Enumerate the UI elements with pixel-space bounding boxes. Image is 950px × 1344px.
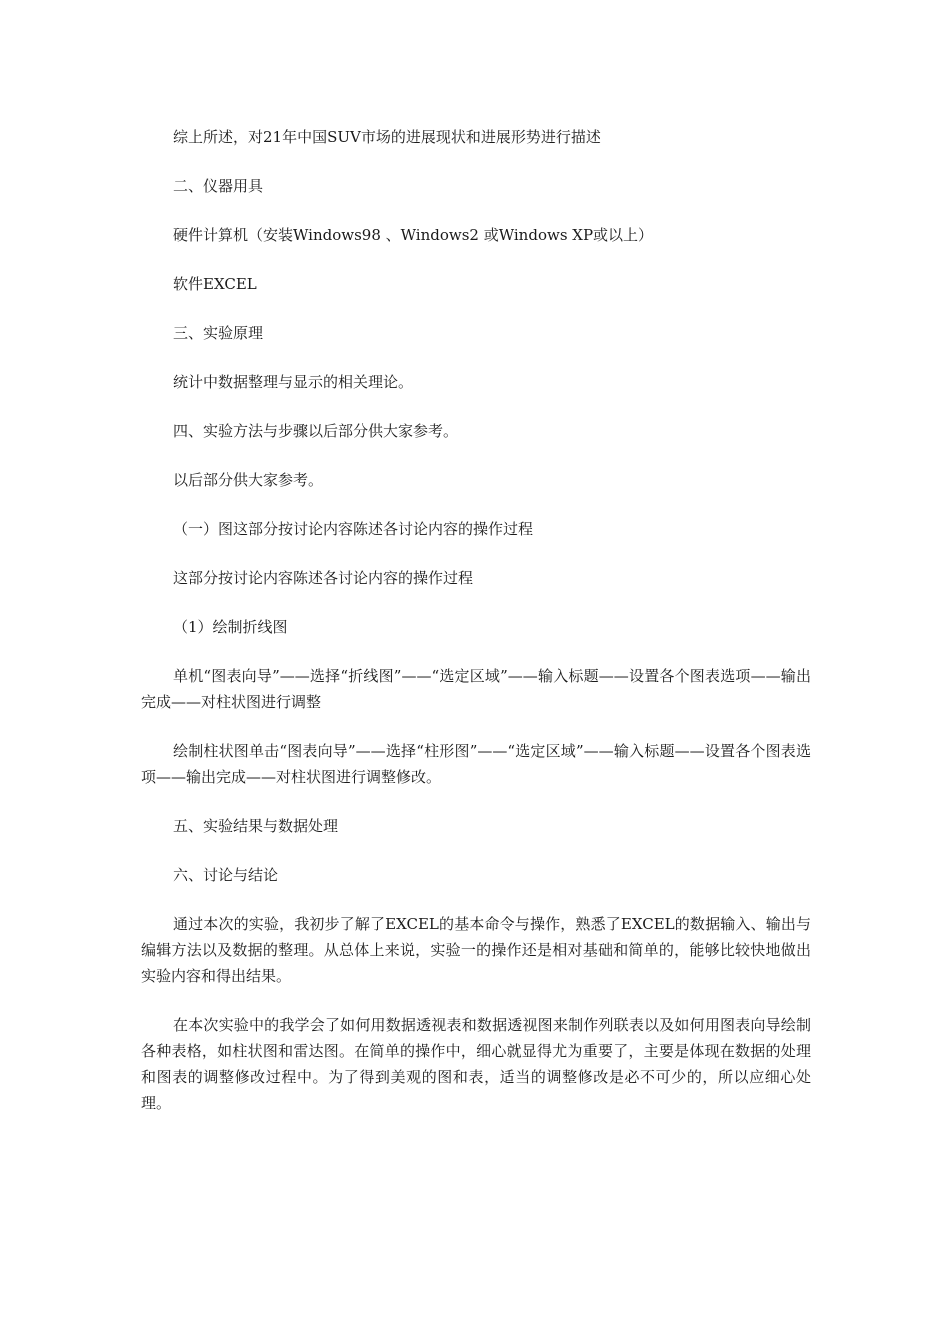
- step-paragraph-line-chart: 单机“图表向导”——选择“折线图”——“选定区域”——输入标题——设置各个图表选项——输出完成——对柱状图进行调整: [141, 667, 811, 711]
- summary-line: 综上所述，对21年中国SUV市场的进展现状和进展形势进行描述: [173, 128, 601, 146]
- document-body: [141, 124, 811, 1116]
- section-heading-equipment: 二、仪器用具: [173, 177, 264, 195]
- subsection-note: 这部分按讨论内容陈述各讨论内容的操作过程: [173, 569, 474, 587]
- software-line: 软件EXCEL: [173, 275, 257, 293]
- section-heading-results: 五、实验结果与数据处理: [173, 817, 339, 835]
- section-heading-method: 四、实验方法与步骤以后部分供大家参考。: [173, 422, 459, 440]
- conclusion-paragraph-1: 通过本次的实验，我初步了解了EXCEL的基本命令与操作，熟悉了EXCEL的数据输入、输出与编辑方法以及数据的整理。从总体上来说，实验一的操作还是相对基础和简单的，能够比较快地做出实验内容和得出结果。: [141, 915, 811, 985]
- step-paragraph-bar-chart: 绘制柱状图单击“图表向导”——选择“柱形图”——“选定区域”——输入标题——设置各个图表选项——输出完成——对柱状图进行调整修改。: [141, 742, 811, 786]
- conclusion-paragraph-2: 在本次实验中的我学会了如何用数据透视表和数据透视图来制作列联表以及如何用图表向导绘制各种表格，如柱状图和雷达图。在简单的操作中，细心就显得尤为重要了，主要是体现在数据的处理和图表的调整修改过程中。为了得到美观的图和表，适当的调整修改是必不可少的，所以应细心处理。: [141, 1016, 811, 1112]
- hardware-line: 硬件计算机（安装Windows98 、Windows2 或Windows XP或以上）: [173, 226, 654, 244]
- principle-line: 统计中数据整理与显示的相关理论。: [173, 373, 414, 391]
- step-heading-line-chart: （1）绘制折线图: [173, 618, 288, 636]
- section-heading-principle: 三、实验原理: [173, 324, 264, 342]
- subsection-heading-1: （一）图这部分按讨论内容陈述各讨论内容的操作过程: [173, 520, 534, 538]
- section-heading-discussion: 六、讨论与结论: [173, 866, 279, 884]
- reference-note-line: 以后部分供大家参考。: [173, 471, 324, 489]
